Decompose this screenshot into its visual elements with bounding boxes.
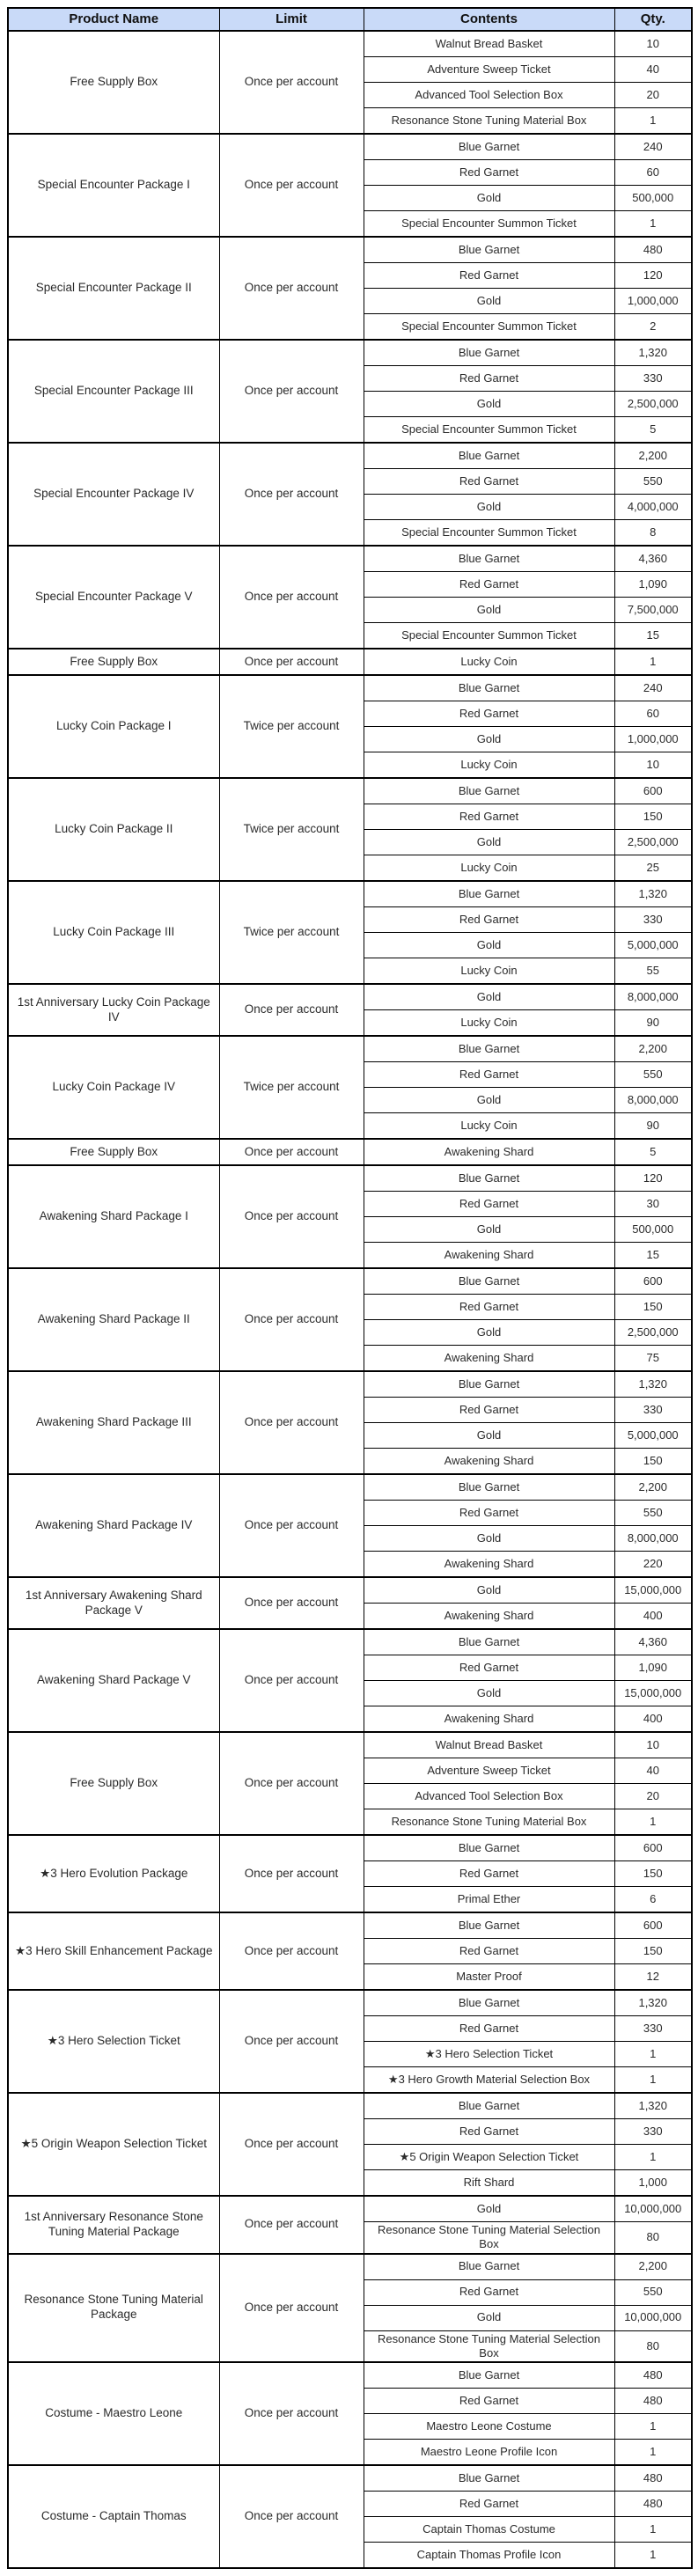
content-item-cell: Gold [364, 1577, 614, 1604]
limit-cell: Once per account [219, 2196, 364, 2254]
content-item-cell: Lucky Coin [364, 958, 614, 985]
content-item-cell: Adventure Sweep Ticket [364, 57, 614, 83]
content-item-cell: Gold [364, 2305, 614, 2330]
qty-cell: 1 [614, 1809, 692, 1836]
qty-cell: 550 [614, 2279, 692, 2305]
product-reward-table [7, 7, 693, 2569]
qty-cell: 1,000,000 [614, 289, 692, 314]
table-row [8, 237, 692, 263]
content-item-cell: Special Encounter Summon Ticket [364, 623, 614, 650]
content-item-cell: Gold [364, 289, 614, 314]
qty-cell: 1 [614, 2145, 692, 2170]
qty-cell: 480 [614, 237, 692, 263]
table-row [8, 984, 692, 1010]
qty-cell: 5,000,000 [614, 1423, 692, 1449]
qty-cell: 1,320 [614, 2093, 692, 2119]
header-row [8, 8, 692, 31]
table-row [8, 1036, 692, 1062]
content-item-cell: Red Garnet [364, 160, 614, 186]
product-name-cell: Free Supply Box [8, 1139, 219, 1165]
qty-cell: 330 [614, 1398, 692, 1423]
qty-cell: 1 [614, 2543, 692, 2569]
content-item-cell: Red Garnet [364, 366, 614, 392]
qty-cell: 150 [614, 1861, 692, 1887]
content-item-cell: Lucky Coin [364, 1113, 614, 1140]
table-row [8, 649, 692, 675]
qty-cell: 220 [614, 1552, 692, 1578]
product-name-cell: 1st Anniversary Awakening Shard Package V [8, 1577, 219, 1629]
qty-cell: 8,000,000 [614, 984, 692, 1010]
content-item-cell: Gold [364, 495, 614, 520]
limit-cell: Once per account [219, 1268, 364, 1371]
qty-cell: 8,000,000 [614, 1526, 692, 1552]
product-name-cell: Special Encounter Package I [8, 134, 219, 237]
qty-cell: 600 [614, 1835, 692, 1861]
content-item-cell: Gold [364, 392, 614, 417]
qty-cell: 20 [614, 83, 692, 108]
table-body [8, 31, 692, 2568]
content-item-cell: Red Garnet [364, 804, 614, 830]
content-item-cell: Gold [364, 1526, 614, 1552]
qty-cell: 480 [614, 2362, 692, 2389]
limit-cell: Once per account [219, 984, 364, 1036]
qty-cell: 500,000 [614, 1217, 692, 1243]
content-item-cell: Blue Garnet [364, 1912, 614, 1939]
qty-cell: 480 [614, 2389, 692, 2414]
product-name-cell: Awakening Shard Package V [8, 1629, 219, 1732]
limit-cell: Twice per account [219, 1036, 364, 1139]
qty-cell: 400 [614, 1604, 692, 1630]
qty-cell: 75 [614, 1346, 692, 1372]
qty-cell: 2,200 [614, 2254, 692, 2280]
content-item-cell: Blue Garnet [364, 134, 614, 160]
product-name-cell: 1st Anniversary Resonance Stone Tuning Material Package [8, 2196, 219, 2254]
table-row [8, 1165, 692, 1192]
qty-cell: 15,000,000 [614, 1681, 692, 1706]
qty-cell: 90 [614, 1010, 692, 1037]
qty-cell: 550 [614, 1501, 692, 1526]
limit-cell: Once per account [219, 1835, 364, 1912]
qty-cell: 1,090 [614, 1655, 692, 1681]
qty-cell: 60 [614, 160, 692, 186]
limit-cell: Once per account [219, 340, 364, 443]
qty-cell: 20 [614, 1784, 692, 1809]
qty-cell: 2,200 [614, 1474, 692, 1501]
content-item-cell: Gold [364, 933, 614, 958]
qty-cell: 10,000,000 [614, 2196, 692, 2222]
qty-cell: 2,500,000 [614, 830, 692, 855]
content-item-cell: Blue Garnet [364, 2465, 614, 2492]
product-name-cell: Lucky Coin Package II [8, 778, 219, 881]
table-header [8, 8, 692, 31]
content-item-cell: Gold [364, 1217, 614, 1243]
content-item-cell: Red Garnet [364, 2119, 614, 2145]
product-name-cell: Lucky Coin Package IV [8, 1036, 219, 1139]
qty-cell: 5 [614, 417, 692, 444]
qty-cell: 6 [614, 1887, 692, 1913]
content-item-cell: Primal Ether [364, 1887, 614, 1913]
qty-cell: 90 [614, 1113, 692, 1140]
qty-cell: 1,000,000 [614, 727, 692, 752]
product-name-cell: Resonance Stone Tuning Material Package [8, 2254, 219, 2363]
column-header-contents: Contents [364, 8, 614, 31]
limit-cell: Once per account [219, 1912, 364, 1990]
qty-cell: 15 [614, 623, 692, 650]
product-name-cell: Lucky Coin Package III [8, 881, 219, 984]
qty-cell: 8,000,000 [614, 1088, 692, 1113]
qty-cell: 550 [614, 1062, 692, 1088]
content-item-cell: Blue Garnet [364, 546, 614, 572]
qty-cell: 10,000,000 [614, 2305, 692, 2330]
content-item-cell: Blue Garnet [364, 1036, 614, 1062]
limit-cell: Once per account [219, 443, 364, 546]
limit-cell: Once per account [219, 1474, 364, 1577]
qty-cell: 1,320 [614, 1371, 692, 1398]
content-item-cell: Blue Garnet [364, 778, 614, 804]
content-item-cell: Maestro Leone Profile Icon [364, 2440, 614, 2466]
qty-cell: 25 [614, 855, 692, 882]
qty-cell: 30 [614, 1192, 692, 1217]
content-item-cell: Red Garnet [364, 1398, 614, 1423]
qty-cell: 120 [614, 263, 692, 289]
qty-cell: 7,500,000 [614, 598, 692, 623]
table-row [8, 134, 692, 160]
table-row [8, 2196, 692, 2222]
content-item-cell: Lucky Coin [364, 1010, 614, 1037]
qty-cell: 8 [614, 520, 692, 547]
content-item-cell: Lucky Coin [364, 855, 614, 882]
qty-cell: 12 [614, 1964, 692, 1991]
qty-cell: 150 [614, 804, 692, 830]
limit-cell: Once per account [219, 1732, 364, 1835]
product-name-cell: Free Supply Box [8, 31, 219, 134]
content-item-cell: Red Garnet [364, 907, 614, 933]
content-item-cell: Red Garnet [364, 1501, 614, 1526]
table-row [8, 2362, 692, 2389]
content-item-cell: Advanced Tool Selection Box [364, 1784, 614, 1809]
content-item-cell: Blue Garnet [364, 881, 614, 907]
qty-cell: 15,000,000 [614, 1577, 692, 1604]
limit-cell: Once per account [219, 1165, 364, 1268]
qty-cell: 1 [614, 108, 692, 135]
content-item-cell: Captain Thomas Costume [364, 2517, 614, 2543]
limit-cell: Once per account [219, 546, 364, 649]
product-name-cell: Awakening Shard Package IV [8, 1474, 219, 1577]
content-item-cell: Blue Garnet [364, 443, 614, 469]
content-item-cell: Captain Thomas Profile Icon [364, 2543, 614, 2569]
qty-cell: 480 [614, 2465, 692, 2492]
qty-cell: 55 [614, 958, 692, 985]
content-item-cell: Red Garnet [364, 2492, 614, 2517]
limit-cell: Once per account [219, 2254, 364, 2363]
qty-cell: 330 [614, 907, 692, 933]
content-item-cell: Blue Garnet [364, 1835, 614, 1861]
content-item-cell: Red Garnet [364, 263, 614, 289]
table-row [8, 443, 692, 469]
qty-cell: 1 [614, 211, 692, 238]
qty-cell: 4,000,000 [614, 495, 692, 520]
content-item-cell: Resonance Stone Tuning Material Box [364, 1809, 614, 1836]
table-row [8, 340, 692, 366]
qty-cell: 1,320 [614, 1990, 692, 2016]
content-item-cell: Red Garnet [364, 1655, 614, 1681]
qty-cell: 330 [614, 2016, 692, 2042]
qty-cell: 60 [614, 701, 692, 727]
content-item-cell: Blue Garnet [364, 340, 614, 366]
content-item-cell: Red Garnet [364, 2016, 614, 2042]
content-item-cell: Red Garnet [364, 469, 614, 495]
table-row [8, 1139, 692, 1165]
qty-cell: 2,200 [614, 443, 692, 469]
qty-cell: 1 [614, 649, 692, 675]
content-item-cell: Special Encounter Summon Ticket [364, 211, 614, 238]
qty-cell: 150 [614, 1449, 692, 1475]
limit-cell: Twice per account [219, 881, 364, 984]
column-header-limit: Limit [219, 8, 364, 31]
content-item-cell: Red Garnet [364, 2279, 614, 2305]
qty-cell: 2,200 [614, 1036, 692, 1062]
limit-cell: Once per account [219, 2362, 364, 2465]
content-item-cell: Red Garnet [364, 572, 614, 598]
content-item-cell: Gold [364, 2196, 614, 2222]
qty-cell: 40 [614, 57, 692, 83]
table-row [8, 675, 692, 701]
qty-cell: 550 [614, 469, 692, 495]
table-row [8, 31, 692, 57]
qty-cell: 600 [614, 778, 692, 804]
product-name-cell: Special Encounter Package II [8, 237, 219, 340]
qty-cell: 2,500,000 [614, 1320, 692, 1346]
content-item-cell: Rift Shard [364, 2170, 614, 2197]
content-item-cell: Blue Garnet [364, 1990, 614, 2016]
product-name-cell: Awakening Shard Package III [8, 1371, 219, 1474]
product-name-cell: ★3 Hero Selection Ticket [8, 1990, 219, 2093]
content-item-cell: Red Garnet [364, 701, 614, 727]
qty-cell: 1,320 [614, 881, 692, 907]
content-item-cell: Special Encounter Summon Ticket [364, 520, 614, 547]
content-item-cell: Red Garnet [364, 1192, 614, 1217]
table-row [8, 1912, 692, 1939]
table-row [8, 1268, 692, 1295]
content-item-cell: Lucky Coin [364, 752, 614, 779]
content-item-cell: Master Proof [364, 1964, 614, 1991]
qty-cell: 480 [614, 2492, 692, 2517]
qty-cell: 4,360 [614, 1629, 692, 1655]
limit-cell: Once per account [219, 1629, 364, 1732]
limit-cell: Once per account [219, 1990, 364, 2093]
content-item-cell: Red Garnet [364, 1939, 614, 1964]
content-item-cell: Adventure Sweep Ticket [364, 1758, 614, 1784]
product-name-cell: Lucky Coin Package I [8, 675, 219, 778]
content-item-cell: Gold [364, 1681, 614, 1706]
qty-cell: 80 [614, 2330, 692, 2362]
qty-cell: 5 [614, 1139, 692, 1165]
product-name-cell: Special Encounter Package V [8, 546, 219, 649]
content-item-cell: ★3 Hero Growth Material Selection Box [364, 2067, 614, 2094]
content-item-cell: Blue Garnet [364, 1474, 614, 1501]
qty-cell: 10 [614, 1732, 692, 1758]
content-item-cell: Gold [364, 598, 614, 623]
limit-cell: Once per account [219, 649, 364, 675]
limit-cell: Once per account [219, 134, 364, 237]
content-item-cell: Blue Garnet [364, 2254, 614, 2280]
limit-cell: Once per account [219, 1577, 364, 1629]
limit-cell: Once per account [219, 1139, 364, 1165]
content-item-cell: Blue Garnet [364, 2093, 614, 2119]
content-item-cell: Awakening Shard [364, 1604, 614, 1630]
content-item-cell: Blue Garnet [364, 1629, 614, 1655]
qty-cell: 120 [614, 1165, 692, 1192]
qty-cell: 240 [614, 675, 692, 701]
qty-cell: 10 [614, 752, 692, 779]
qty-cell: 1 [614, 2067, 692, 2094]
qty-cell: 330 [614, 2119, 692, 2145]
table-row [8, 1835, 692, 1861]
content-item-cell: Blue Garnet [364, 1268, 614, 1295]
content-item-cell: Red Garnet [364, 2389, 614, 2414]
table-row [8, 1474, 692, 1501]
content-item-cell: Advanced Tool Selection Box [364, 83, 614, 108]
content-item-cell: ★5 Origin Weapon Selection Ticket [364, 2145, 614, 2170]
product-name-cell: 1st Anniversary Lucky Coin Package IV [8, 984, 219, 1036]
table-row [8, 1629, 692, 1655]
qty-cell: 500,000 [614, 186, 692, 211]
qty-cell: 1,000 [614, 2170, 692, 2197]
product-name-cell: Free Supply Box [8, 649, 219, 675]
column-header-product-name: Product Name [8, 8, 219, 31]
qty-cell: 1,320 [614, 340, 692, 366]
limit-cell: Once per account [219, 1371, 364, 1474]
content-item-cell: Special Encounter Summon Ticket [364, 417, 614, 444]
content-item-cell: Blue Garnet [364, 1371, 614, 1398]
product-name-cell: Costume - Captain Thomas [8, 2465, 219, 2568]
content-item-cell: Blue Garnet [364, 675, 614, 701]
product-name-cell: Special Encounter Package IV [8, 443, 219, 546]
qty-cell: 2 [614, 314, 692, 341]
table-row [8, 1371, 692, 1398]
table-row [8, 546, 692, 572]
product-name-cell: Costume - Maestro Leone [8, 2362, 219, 2465]
limit-cell: Once per account [219, 2093, 364, 2196]
qty-cell: 240 [614, 134, 692, 160]
content-item-cell: Red Garnet [364, 1295, 614, 1320]
content-item-cell: Gold [364, 830, 614, 855]
content-item-cell: Walnut Bread Basket [364, 1732, 614, 1758]
table-row [8, 2254, 692, 2280]
product-name-cell: ★3 Hero Evolution Package [8, 1835, 219, 1912]
content-item-cell: Red Garnet [364, 1062, 614, 1088]
content-item-cell: Awakening Shard [364, 1449, 614, 1475]
qty-cell: 1 [614, 2042, 692, 2067]
qty-cell: 150 [614, 1295, 692, 1320]
qty-cell: 150 [614, 1939, 692, 1964]
limit-cell: Twice per account [219, 675, 364, 778]
qty-cell: 5,000,000 [614, 933, 692, 958]
limit-cell: Twice per account [219, 778, 364, 881]
limit-cell: Once per account [219, 237, 364, 340]
product-name-cell: Free Supply Box [8, 1732, 219, 1835]
table-row [8, 778, 692, 804]
content-item-cell: ★3 Hero Selection Ticket [364, 2042, 614, 2067]
qty-cell: 2,500,000 [614, 392, 692, 417]
content-item-cell: Awakening Shard [364, 1552, 614, 1578]
qty-cell: 4,360 [614, 546, 692, 572]
content-item-cell: Red Garnet [364, 1861, 614, 1887]
qty-cell: 1 [614, 2440, 692, 2466]
qty-cell: 40 [614, 1758, 692, 1784]
qty-cell: 330 [614, 366, 692, 392]
limit-cell: Once per account [219, 31, 364, 134]
qty-cell: 80 [614, 2222, 692, 2254]
content-item-cell: Lucky Coin [364, 649, 614, 675]
table-row [8, 1990, 692, 2016]
content-item-cell: Blue Garnet [364, 237, 614, 263]
content-item-cell: Gold [364, 984, 614, 1010]
content-item-cell: Walnut Bread Basket [364, 31, 614, 57]
table-row [8, 1732, 692, 1758]
content-item-cell: Blue Garnet [364, 2362, 614, 2389]
product-name-cell: Awakening Shard Package II [8, 1268, 219, 1371]
product-name-cell: Awakening Shard Package I [8, 1165, 219, 1268]
qty-cell: 600 [614, 1912, 692, 1939]
content-item-cell: Awakening Shard [364, 1346, 614, 1372]
table-row [8, 2465, 692, 2492]
product-name-cell: ★5 Origin Weapon Selection Ticket [8, 2093, 219, 2196]
content-item-cell: Awakening Shard [364, 1706, 614, 1733]
content-item-cell: Gold [364, 186, 614, 211]
content-item-cell: Resonance Stone Tuning Material Box [364, 108, 614, 135]
column-header-qty: Qty. [614, 8, 692, 31]
product-name-cell: ★3 Hero Skill Enhancement Package [8, 1912, 219, 1990]
table-row [8, 1577, 692, 1604]
content-item-cell: Gold [364, 1320, 614, 1346]
qty-cell: 600 [614, 1268, 692, 1295]
content-item-cell: Resonance Stone Tuning Material Selection Box [364, 2330, 614, 2362]
content-item-cell: Resonance Stone Tuning Material Selection Box [364, 2222, 614, 2254]
table-row [8, 881, 692, 907]
qty-cell: 10 [614, 31, 692, 57]
content-item-cell: Maestro Leone Costume [364, 2414, 614, 2440]
product-name-cell: Special Encounter Package III [8, 340, 219, 443]
content-item-cell: Gold [364, 727, 614, 752]
content-item-cell: Gold [364, 1423, 614, 1449]
content-item-cell: Special Encounter Summon Ticket [364, 314, 614, 341]
content-item-cell: Gold [364, 1088, 614, 1113]
qty-cell: 1,090 [614, 572, 692, 598]
content-item-cell: Awakening Shard [364, 1139, 614, 1165]
limit-cell: Once per account [219, 2465, 364, 2568]
content-item-cell: Awakening Shard [364, 1243, 614, 1269]
qty-cell: 1 [614, 2414, 692, 2440]
qty-cell: 15 [614, 1243, 692, 1269]
content-item-cell: Blue Garnet [364, 1165, 614, 1192]
qty-cell: 400 [614, 1706, 692, 1733]
table-row [8, 2093, 692, 2119]
qty-cell: 1 [614, 2517, 692, 2543]
